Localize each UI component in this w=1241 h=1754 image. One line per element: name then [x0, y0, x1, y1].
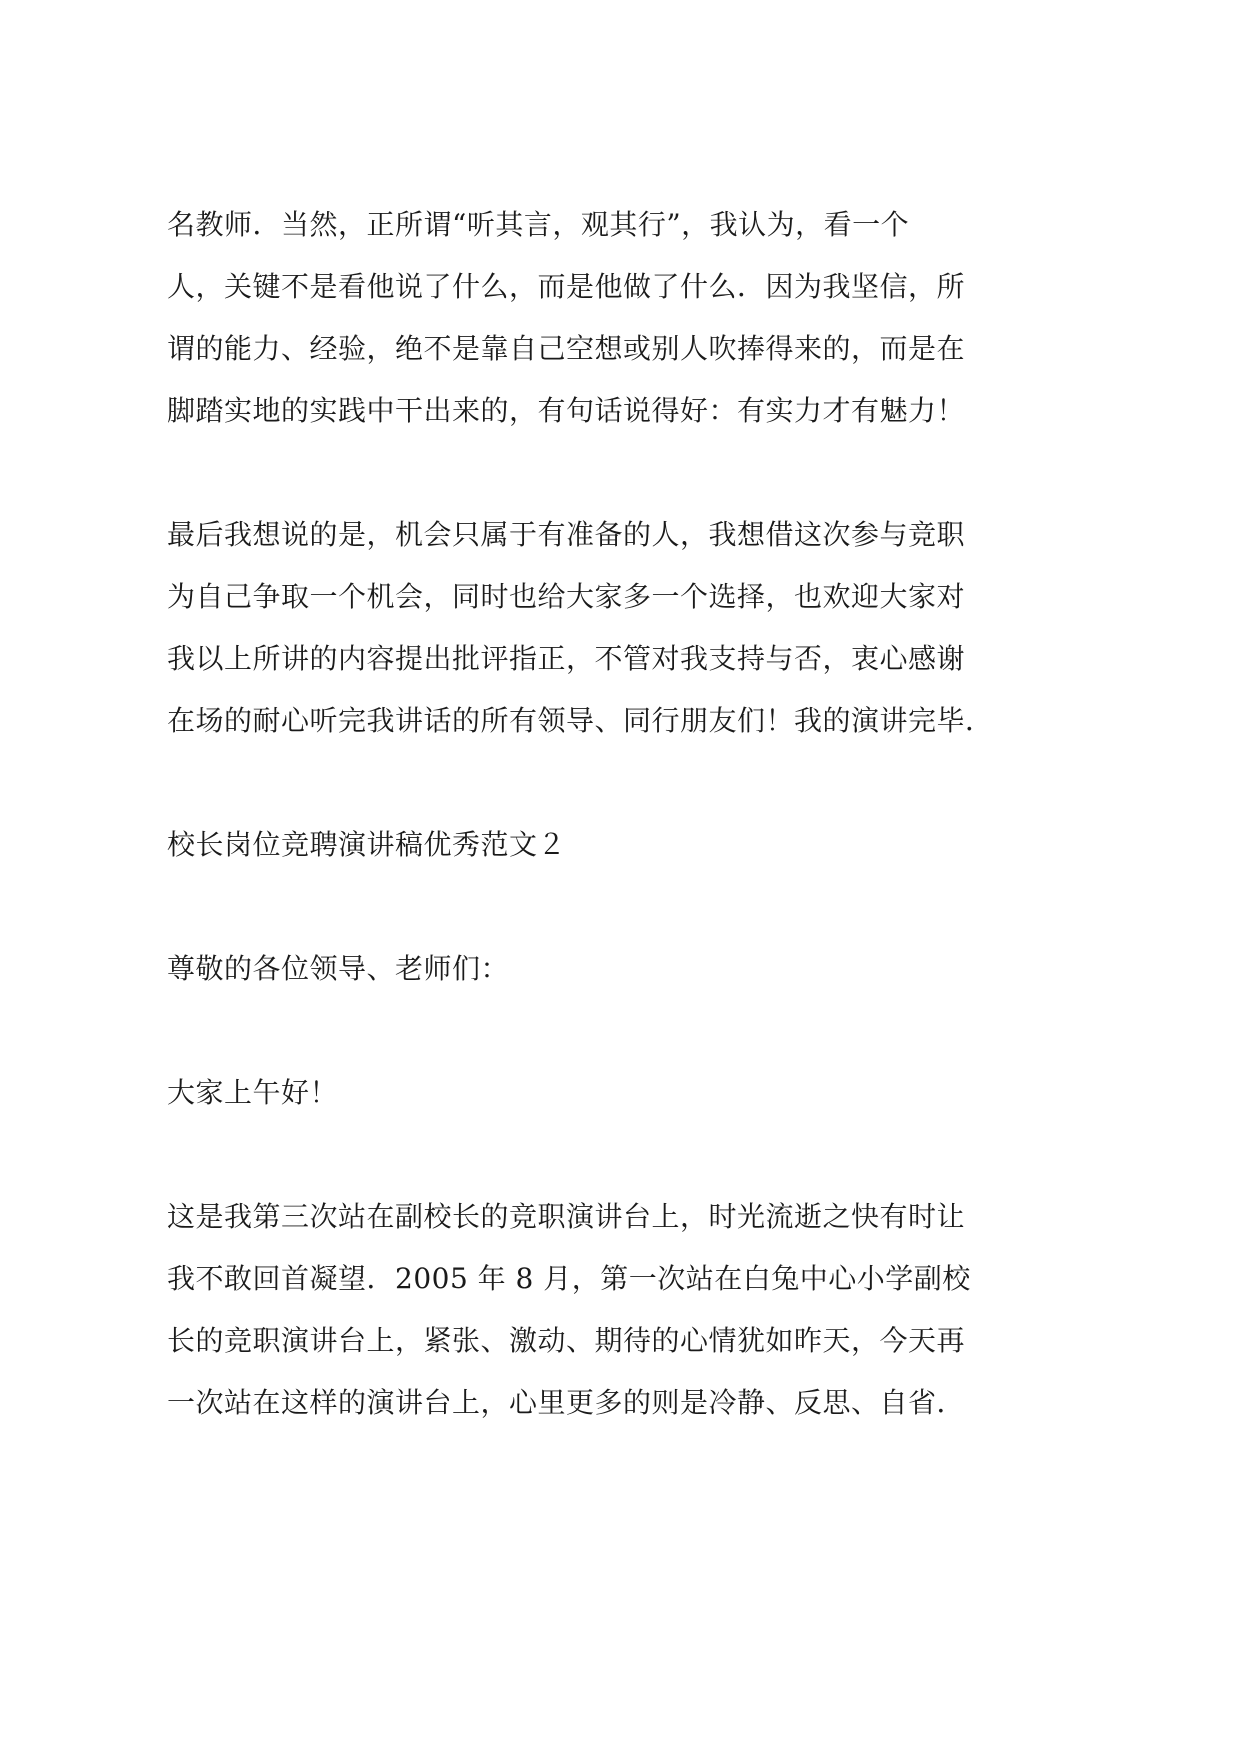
paragraph-line: 人，关键不是看他说了什么，而是他做了什么．因为我坚信，所 — [167, 270, 966, 303]
paragraph-line: 名教师．当然，正所谓“听其言，观其行”，我认为，看一个 — [167, 208, 910, 241]
salutation: 尊敬的各位领导、老师们： — [167, 952, 510, 985]
paragraph-line: 为自己争取一个机会，同时也给大家多一个选择，也欢迎大家对 — [167, 580, 966, 613]
paragraph-line: 我以上所讲的内容提出批评指正，不管对我支持与否，衷心感谢 — [167, 642, 966, 675]
paragraph-line: 一次站在这样的演讲台上，心里更多的则是冷静、反思、自省． — [167, 1386, 966, 1419]
paragraph-line: 这是我第三次站在副校长的竞职演讲台上，时光流逝之快有时让 — [167, 1200, 966, 1233]
paragraph-line: 脚踏实地的实践中干出来的，有句话说得好：有实力才有魅力！ — [167, 394, 966, 427]
paragraph-line: 长的竞职演讲台上，紧张、激动、期待的心情犹如昨天，今天再 — [167, 1324, 966, 1357]
greeting: 大家上午好！ — [167, 1076, 339, 1109]
paragraph-line: 我不敢回首凝望．2005 年 8 月，第一次站在白兔中心小学副校 — [167, 1262, 971, 1295]
section-title: 校长岗位竞聘演讲稿优秀范文２ — [167, 828, 567, 861]
paragraph-line: 在场的耐心听完我讲话的所有领导、同行朋友们！我的演讲完毕． — [167, 704, 994, 737]
paragraph-line: 谓的能力、经验，绝不是靠自己空想或别人吹捧得来的，而是在 — [167, 332, 966, 365]
paragraph-line: 最后我想说的是，机会只属于有准备的人，我想借这次参与竞职 — [167, 518, 966, 551]
